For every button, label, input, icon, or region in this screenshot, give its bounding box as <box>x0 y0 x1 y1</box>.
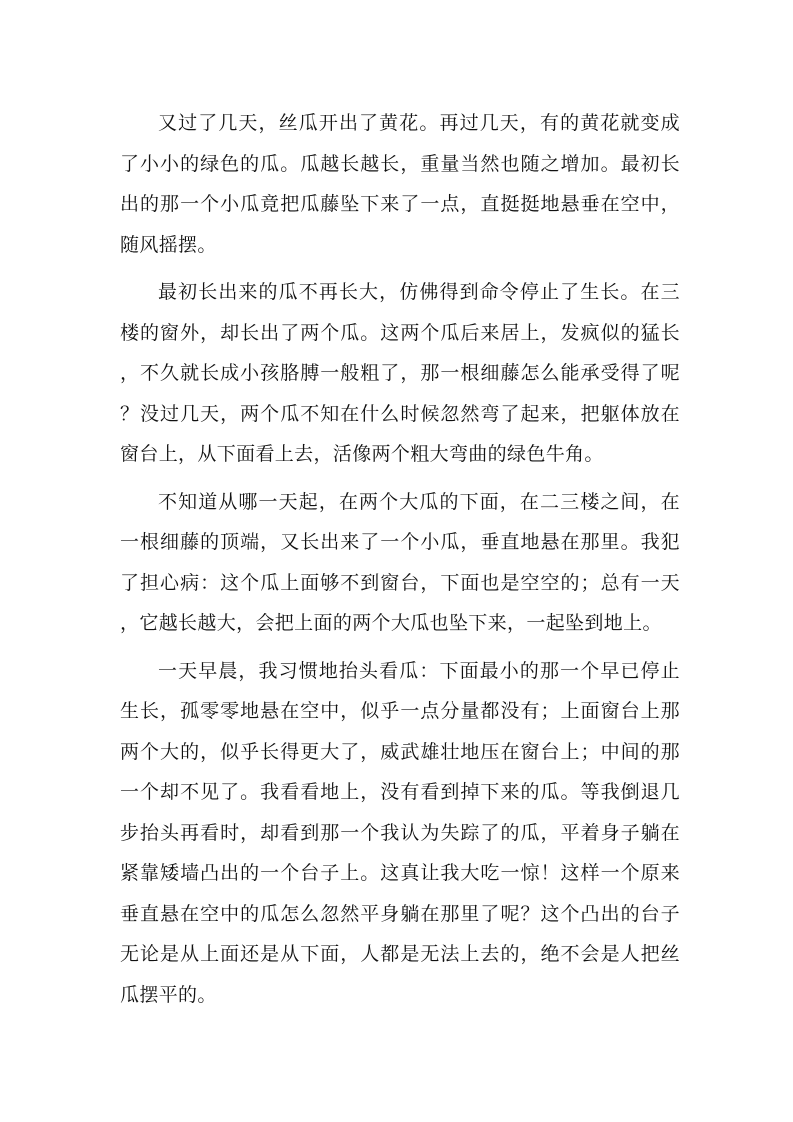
body-text <box>120 103 680 1022</box>
paragraph-2: 最初长出来的瓜不再长大，仿佛得到命令停止了生长。在三楼的窗外，却长出了两个瓜。这两个瓜后来居上，发疯似的猛长，不久就长成小孩胳膊一般粗了，那一根细藤怎么能承受得了呢？没过几天，两个瓜不知在什么时候忽然弯了起来，把躯体放在窗台上，从下面看上去，活像两个粗大弯曲的绿色牛角。 <box>120 281 680 465</box>
paragraph-1: 又过了几天，丝瓜开出了黄花。再过几天，有的黄花就变成了小小的绿色的瓜。瓜越长越长，重量当然也随之增加。最初长出的那一个小瓜竟把瓜藤坠下来了一点，直挺挺地悬垂在空中，随风摇摆。 <box>120 112 680 256</box>
paragraph-4: 一天早晨，我习惯地抬头看瓜：下面最小的那一个早已停止生长，孤零零地悬在空中，似乎一点分量都没有；上面窗台上那两个大的，似乎长得更大了，威武雄壮地压在窗台上；中间的那一个却不见了。我看看地上，没有看到掉下来的瓜。等我倒退几步抬头再看时，却看到那一个我认为失踪了的瓜，平着身子躺在紧靠矮墙凸出的一个台子上。这真让我大吃一惊！这样一个原来垂直悬在空中的瓜怎么忽然平身躺在那里了呢？这个凸出的台子无论是从上面还是从下面，人都是无法上去的，绝不会是人把丝瓜摆平的。 <box>120 659 680 1006</box>
paragraph-3: 不知道从哪一天起，在两个大瓜的下面，在二三楼之间，在一根细藤的顶端，又长出来了一个小瓜，垂直地悬在那里。我犯了担心病：这个瓜上面够不到窗台，下面也是空空的；总有一天，它越长越大，会把上面的两个大瓜也坠下来，一起坠到地上。 <box>120 490 680 634</box>
